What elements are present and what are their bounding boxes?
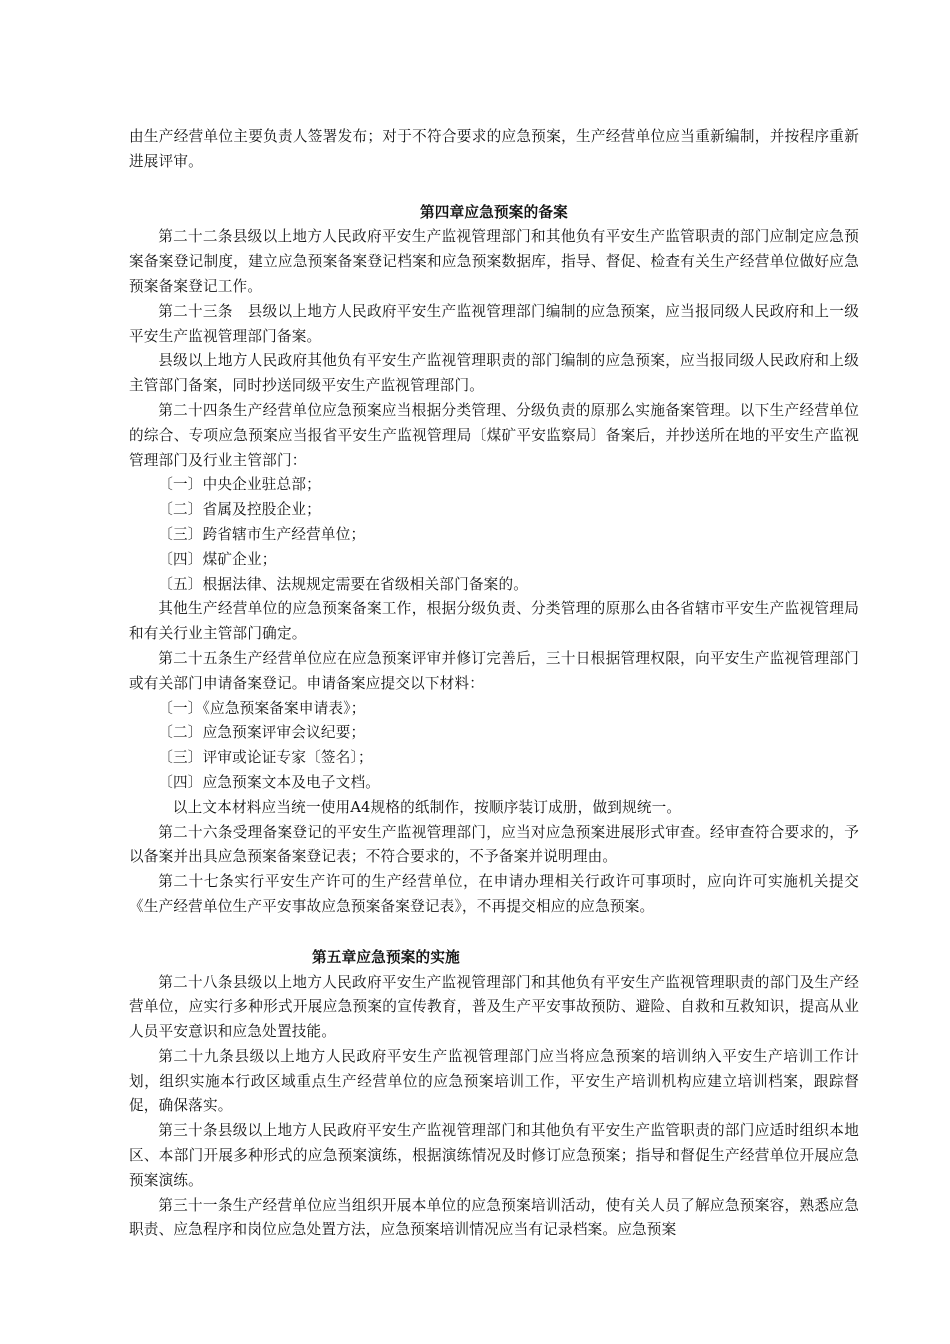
chapter-5-title: 第五章应急预案的实施: [312, 948, 460, 966]
list-item: 〔五〕根据法律、法规规定需要在省级相关部门备案的。: [158, 575, 529, 593]
list-item: 〔二〕省属及控股企业；: [158, 501, 321, 519]
chapter-4-title: 第四章应急预案的备案: [420, 203, 568, 221]
article-23: 第二十三条 县级以上地方人民政府平安生产监视管理部门编制的应急预案，应当报同级人民政府和上一级平安生产监视管理部门备案。: [129, 302, 859, 345]
article-29: 第二十九条县级以上地方人民政府平安生产监视管理部门应当将应急预案的培训纳入平安生产培训工作计划，组织实施本行政区域重点生产经营单位的应急预案培训工作，平安生产培训机构应建立培训档案，跟踪督促，确保落实。: [129, 1047, 859, 1115]
article-22: 第二十二条县级以上地方人民政府平安生产监视管理部门和其他负有平安生产监管职责的部门应制定应急预案备案登记制度，建立应急预案备案登记档案和应急预案数据库，指导、督促、检查有关生产经营单位做好应急预案备案登记工作。: [129, 228, 859, 295]
section-gap: [129, 175, 859, 201]
article-28: 第二十八条县级以上地方人民政府平安生产监视管理部门和其他负有平安生产监视管理职责的部门及生产经营单位，应实行多种形式开展应急预案的宣传教育，普及生产平安事故预防、避险、自救和互救知识，提高从业人员平安意识和应急处置技能。: [129, 973, 859, 1041]
list-item: 〔三〕评审或论证专家〔签名〕；: [158, 749, 373, 767]
list-item: 〔一〕中央企业驻总部；: [158, 476, 321, 494]
list-item: 〔一〕《应急预案备案申请表》；: [158, 699, 366, 717]
article-25: 第二十五条生产经营单位应在应急预案评审并修订完善后，三十日根据管理权限，向平安生产监视管理部门或有关部门申请备案登记。申请备案应提交以下材料：: [129, 649, 859, 692]
materials-note: 以上文本材料应当统一使用A4规格的纸制作，按顺序装订成册，做到规统一。: [172, 798, 682, 816]
article-24: 第二十四条生产经营单位应急预案应当根据分类管理、分级负责的原那么实施备案管理。以下生产经营单位的综合、专项应急预案应当报省平安生产监视管理局〔煤矿平安监察局〕备案后，并抄送所在地的平安生产监视管理部门及行业主管部门：: [129, 401, 859, 469]
document-page: [129, 125, 859, 1243]
list-item: 〔四〕应急预案文本及电子文档。: [158, 773, 381, 791]
section-gap: [129, 920, 859, 946]
list-item: 〔二〕应急预案评审会议纪要；: [158, 724, 366, 742]
article-24-para-2: 其他生产经营单位的应急预案备案工作，根据分级负责、分类管理的原那么由各省辖市平安生产监视管理局和有关行业主管部门确定。: [129, 600, 859, 643]
list-item: 〔四〕煤矿企业；: [158, 550, 277, 568]
article-26: 第二十六条受理备案登记的平安生产监视管理部门，应当对应急预案进展形式审查。经审查符合要求的，予以备案并出具应急预案备案登记表；不符合要求的，不予备案并说明理由。: [129, 823, 859, 866]
article-27: 第二十七条实行平安生产许可的生产经营单位，在申请办理相关行政许可事项时，应向许可实施机关提交《生产经营单位生产平安事故应急预案备案登记表》，不再提交相应的应急预案。: [129, 873, 859, 915]
opening-paragraph: 由生产经营单位主要负责人签署发布；对于不符合要求的应急预案，生产经营单位应当重新编制，并按程序重新进展评审。: [129, 128, 859, 170]
article-23-para-2: 县级以上地方人民政府其他负有平安生产监视管理职责的部门编制的应急预案，应当报同级人民政府和上级主管部门备案，同时抄送同级平安生产监视管理部门。: [129, 352, 859, 395]
list-item: 〔三〕跨省辖市生产经营单位；: [158, 525, 366, 543]
article-31: 第三十一条生产经营单位应当组织开展本单位的应急预案培训活动，使有关人员了解应急预案容，熟悉应急职责、应急程序和岗位应急处置方法，应急预案培训情况应当有记录档案。应急预案: [129, 1196, 859, 1239]
article-30: 第三十条县级以上地方人民政府平安生产监视管理部门和其他负有平安生产监管职责的部门应适时组织本地区、本部门开展多种形式的应急预案演练，根据演练情况及时修订应急预案；指导和督促生产经营单位开展应急预案演练。: [129, 1122, 859, 1189]
